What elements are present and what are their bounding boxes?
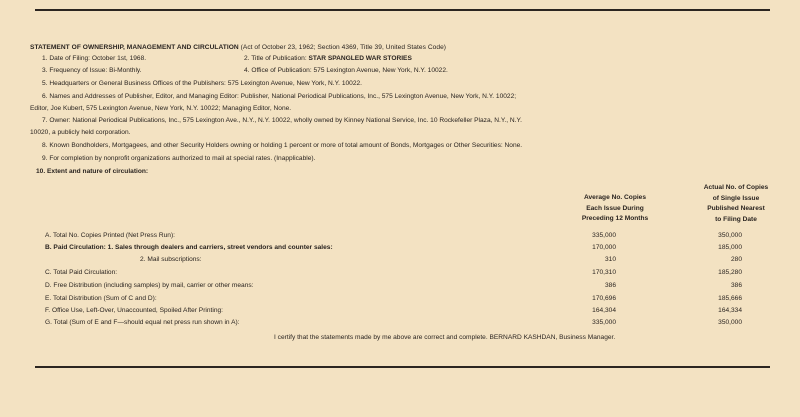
circulation-row-label: E. Total Distribution (Sum of C and D): [45,295,157,302]
column-header-average: Average No. Copies Each Issue During Preceding 12 Months [581,194,649,222]
item-office-of-publication: 4. Office of Publication: 575 Lexington Avenue, New York, N.Y. 10022. [244,67,448,74]
item-names-addresses-line2: Editor, Joe Kubert, 575 Lexington Avenue, New York, N.Y. 10022; Managing Editor, None. [30,105,292,112]
item-title-label: 2. Title of Publication: [244,55,307,62]
item-title-value: STAR SPANGLED WAR STORIES [308,55,412,62]
circulation-avg-value: 170,000 [592,244,616,251]
circulation-avg-value: 170,696 [592,295,616,302]
circulation-row-label: G. Total (Sum of E and F—should equal net press run shown in A): [45,319,240,326]
circulation-actual-value: 164,334 [718,307,742,314]
item-nonprofit: 9. For completion by nonprofit organizations authorized to mail at special rates. (Inapplicable). [42,155,316,162]
item-owner-line2: 10020, a publicly held corporation. [30,129,131,136]
item-frequency: 3. Frequency of Issue: Bi-Monthly. [42,67,142,74]
circulation-row-label: C. Total Paid Circulation: [45,269,118,276]
item-circulation-extent: 10. Extent and nature of circulation: [36,168,149,175]
circulation-avg-value: 164,304 [592,307,616,314]
item-date-of-filing: 1. Date of Filing: October 1st, 1968. [42,55,147,62]
circulation-row-label: A. Total No. Copies Printed (Net Press Run): [45,232,175,239]
circulation-actual-value: 185,280 [718,269,742,276]
item-owner-line1: 7. Owner: National Periodical Publications, Inc., 575 Lexington Ave., N.Y., N.Y. 10022, wholly owned by Kinney National Service, Inc. 10 Rockefeller Plaza, N.Y., N.Y. [42,117,522,124]
circulation-avg-value: 335,000 [592,319,616,326]
circulation-actual-value: 350,000 [718,232,742,239]
circulation-avg-value: 170,310 [592,269,616,276]
circulation-actual-value: 185,666 [718,295,742,302]
item-headquarters: 5. Headquarters or General Business Offices of the Publishers: 575 Lexington Avenue, New York, N.Y. 10022. [42,80,362,87]
statement-act-note: (Act of October 23, 1962; Section 4369, Title 39, United States Code) [240,44,447,51]
circulation-avg-value: 386 [604,282,616,289]
circulation-avg-value: 335,000 [592,232,616,239]
certification-statement: I certify that the statements made by me above are correct and complete. BERNARD KASHDAN, Business Manager. [274,334,616,341]
circulation-avg-value: 310 [604,256,616,263]
bottom-rule [35,366,770,368]
item-bondholders: 8. Known Bondholders, Mortgagees, and other Security Holders owning or holding 1 percent or more of total amount of Bonds, Mortgages or Other Securities: None. [42,142,523,149]
circulation-actual-value: 350,000 [718,319,742,326]
circulation-actual-value: 386 [730,282,742,289]
circulation-row-label: F. Office Use, Left-Over, Unaccounted, Spoiled After Printing: [45,307,223,314]
statement-title [30,43,446,53]
column-header-actual: Actual No. of Copies of Single Issue Published Nearest to Filing Date [703,184,769,223]
statement-heading: STATEMENT OF OWNERSHIP, MANAGEMENT AND CIRCULATION [30,44,239,51]
circulation-row-label: B. Paid Circulation: 1. Sales through dealers and carriers, street vendors and counter sales: [45,244,333,251]
circulation-row-label: 2. Mail subscriptions: [140,256,202,263]
circulation-row-label: D. Free Distribution (including samples) by mail, carrier or other means: [45,282,254,289]
item-names-addresses-line1: 6. Names and Addresses of Publisher, Editor, and Managing Editor: Publisher, National Periodical Publications, Inc., 575 Lexington Avenue, New York, N.Y. 10022; [42,93,517,100]
circulation-actual-value: 280 [730,256,742,263]
circulation-actual-value: 185,000 [718,244,742,251]
item-title-of-publication [244,54,412,64]
